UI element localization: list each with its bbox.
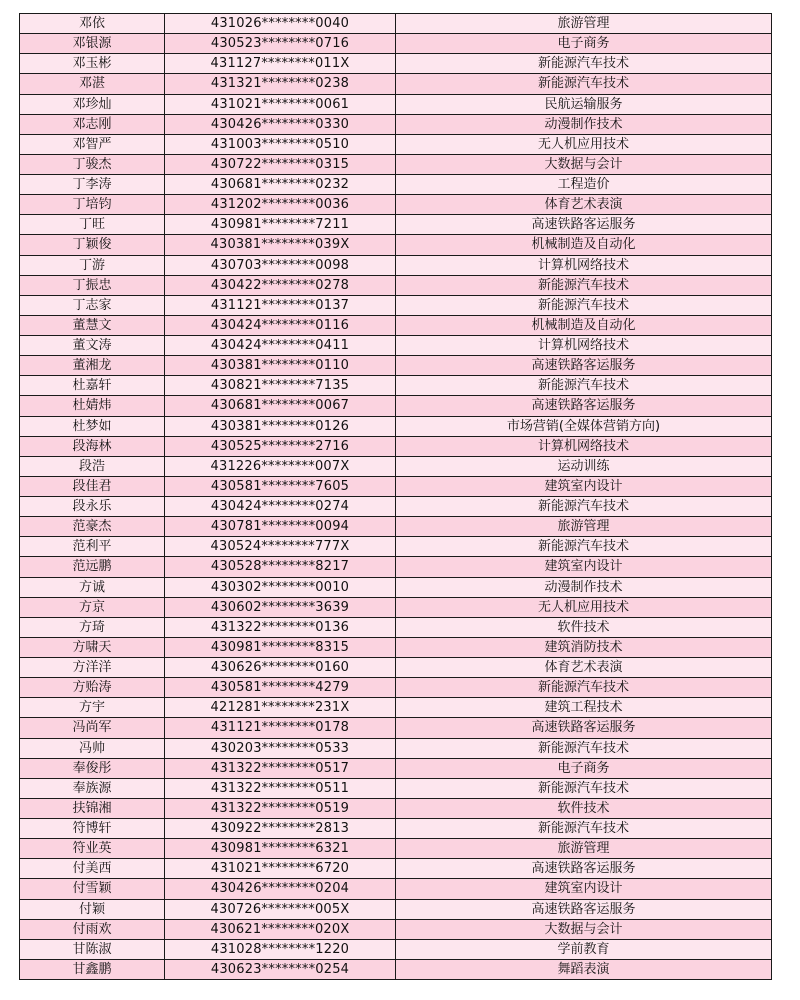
major-cell: 新能源汽车技术 bbox=[396, 74, 772, 94]
id-number-cell: 430524********777X bbox=[165, 537, 396, 557]
student-name-cell: 邓智严 bbox=[20, 134, 165, 154]
major-cell: 新能源汽车技术 bbox=[396, 497, 772, 517]
table-row bbox=[20, 456, 772, 476]
major-cell: 高速铁路客运服务 bbox=[396, 859, 772, 879]
id-number-cell: 430626********0160 bbox=[165, 658, 396, 678]
student-name-cell: 方啸天 bbox=[20, 637, 165, 657]
student-name-cell: 甘鑫鹏 bbox=[20, 959, 165, 979]
major-cell: 新能源汽车技术 bbox=[396, 376, 772, 396]
id-number-cell: 431322********0517 bbox=[165, 758, 396, 778]
major-cell: 计算机网络技术 bbox=[396, 255, 772, 275]
table-row bbox=[20, 74, 772, 94]
id-number-cell: 430821********7135 bbox=[165, 376, 396, 396]
table-row bbox=[20, 376, 772, 396]
major-cell: 高速铁路客运服务 bbox=[396, 356, 772, 376]
major-cell: 旅游管理 bbox=[396, 14, 772, 34]
major-cell: 运动训练 bbox=[396, 456, 772, 476]
major-cell: 无人机应用技术 bbox=[396, 134, 772, 154]
table-row bbox=[20, 215, 772, 235]
id-number-cell: 430525********2716 bbox=[165, 436, 396, 456]
table-row bbox=[20, 839, 772, 859]
student-name-cell: 付美西 bbox=[20, 859, 165, 879]
table-row bbox=[20, 637, 772, 657]
table-row bbox=[20, 698, 772, 718]
id-number-cell: 431026********0040 bbox=[165, 14, 396, 34]
table-row bbox=[20, 577, 772, 597]
table-row bbox=[20, 436, 772, 456]
student-name-cell: 范利平 bbox=[20, 537, 165, 557]
major-cell: 建筑室内设计 bbox=[396, 879, 772, 899]
id-number-cell: 431028********1220 bbox=[165, 939, 396, 959]
table-row bbox=[20, 798, 772, 818]
major-cell: 电子商务 bbox=[396, 758, 772, 778]
id-number-cell: 430981********8315 bbox=[165, 637, 396, 657]
table-row bbox=[20, 275, 772, 295]
id-number-cell: 430426********0204 bbox=[165, 879, 396, 899]
major-cell: 高速铁路客运服务 bbox=[396, 718, 772, 738]
major-cell: 软件技术 bbox=[396, 617, 772, 637]
table-row bbox=[20, 919, 772, 939]
major-cell: 体育艺术表演 bbox=[396, 658, 772, 678]
major-cell: 旅游管理 bbox=[396, 517, 772, 537]
id-number-cell: 431226********007X bbox=[165, 456, 396, 476]
table-row bbox=[20, 315, 772, 335]
id-number-cell: 430922********2813 bbox=[165, 819, 396, 839]
student-name-cell: 段永乐 bbox=[20, 497, 165, 517]
major-cell: 软件技术 bbox=[396, 798, 772, 818]
table-row bbox=[20, 396, 772, 416]
major-cell: 新能源汽车技术 bbox=[396, 295, 772, 315]
table-row bbox=[20, 14, 772, 34]
id-number-cell: 430302********0010 bbox=[165, 577, 396, 597]
table-row bbox=[20, 537, 772, 557]
id-number-cell: 430726********005X bbox=[165, 899, 396, 919]
id-number-cell: 430381********0126 bbox=[165, 416, 396, 436]
table-row bbox=[20, 718, 772, 738]
student-name-cell: 邓珍灿 bbox=[20, 94, 165, 114]
student-roster-table bbox=[19, 13, 772, 980]
major-cell: 电子商务 bbox=[396, 34, 772, 54]
table-row bbox=[20, 497, 772, 517]
table-row bbox=[20, 195, 772, 215]
table-row bbox=[20, 517, 772, 537]
id-number-cell: 431322********0511 bbox=[165, 778, 396, 798]
table-row bbox=[20, 255, 772, 275]
table-row bbox=[20, 94, 772, 114]
table-row bbox=[20, 154, 772, 174]
major-cell: 大数据与会计 bbox=[396, 154, 772, 174]
major-cell: 旅游管理 bbox=[396, 839, 772, 859]
id-number-cell: 431021********0061 bbox=[165, 94, 396, 114]
major-cell: 学前教育 bbox=[396, 939, 772, 959]
student-name-cell: 丁旺 bbox=[20, 215, 165, 235]
major-cell: 新能源汽车技术 bbox=[396, 778, 772, 798]
student-name-cell: 符业英 bbox=[20, 839, 165, 859]
id-number-cell: 430581********7605 bbox=[165, 476, 396, 496]
major-cell: 高速铁路客运服务 bbox=[396, 899, 772, 919]
id-number-cell: 430681********0232 bbox=[165, 175, 396, 195]
student-name-cell: 丁骏杰 bbox=[20, 154, 165, 174]
table-row bbox=[20, 758, 772, 778]
id-number-cell: 431321********0238 bbox=[165, 74, 396, 94]
table-row bbox=[20, 134, 772, 154]
id-number-cell: 431322********0136 bbox=[165, 617, 396, 637]
table-row bbox=[20, 778, 772, 798]
major-cell: 机械制造及自动化 bbox=[396, 315, 772, 335]
table-row bbox=[20, 597, 772, 617]
id-number-cell: 430203********0533 bbox=[165, 738, 396, 758]
id-number-cell: 430623********0254 bbox=[165, 959, 396, 979]
id-number-cell: 430781********0094 bbox=[165, 517, 396, 537]
id-number-cell: 430426********0330 bbox=[165, 114, 396, 134]
table-row bbox=[20, 859, 772, 879]
table-row bbox=[20, 738, 772, 758]
student-name-cell: 董湘龙 bbox=[20, 356, 165, 376]
table-row bbox=[20, 658, 772, 678]
table-row bbox=[20, 879, 772, 899]
id-number-cell: 430602********3639 bbox=[165, 597, 396, 617]
id-number-cell: 430422********0278 bbox=[165, 275, 396, 295]
major-cell: 大数据与会计 bbox=[396, 919, 772, 939]
student-name-cell: 方诚 bbox=[20, 577, 165, 597]
student-name-cell: 段佳君 bbox=[20, 476, 165, 496]
student-name-cell: 冯尚军 bbox=[20, 718, 165, 738]
table-row bbox=[20, 34, 772, 54]
major-cell: 民航运输服务 bbox=[396, 94, 772, 114]
id-number-cell: 431121********0137 bbox=[165, 295, 396, 315]
major-cell: 新能源汽车技术 bbox=[396, 738, 772, 758]
id-number-cell: 430981********6321 bbox=[165, 839, 396, 859]
id-number-cell: 430703********0098 bbox=[165, 255, 396, 275]
id-number-cell: 430621********020X bbox=[165, 919, 396, 939]
student-name-cell: 方琦 bbox=[20, 617, 165, 637]
student-name-cell: 付雨欢 bbox=[20, 919, 165, 939]
major-cell: 新能源汽车技术 bbox=[396, 537, 772, 557]
id-number-cell: 431322********0519 bbox=[165, 798, 396, 818]
student-name-cell: 邓依 bbox=[20, 14, 165, 34]
table-row bbox=[20, 416, 772, 436]
table-row bbox=[20, 557, 772, 577]
student-name-cell: 丁游 bbox=[20, 255, 165, 275]
major-cell: 新能源汽车技术 bbox=[396, 54, 772, 74]
id-number-cell: 430381********0110 bbox=[165, 356, 396, 376]
student-name-cell: 段海林 bbox=[20, 436, 165, 456]
student-name-cell: 奉族源 bbox=[20, 778, 165, 798]
id-number-cell: 430424********0116 bbox=[165, 315, 396, 335]
table-row bbox=[20, 476, 772, 496]
major-cell: 建筑工程技术 bbox=[396, 698, 772, 718]
student-name-cell: 段浩 bbox=[20, 456, 165, 476]
table-row bbox=[20, 678, 772, 698]
id-number-cell: 431202********0036 bbox=[165, 195, 396, 215]
student-name-cell: 方贻涛 bbox=[20, 678, 165, 698]
major-cell: 建筑消防技术 bbox=[396, 637, 772, 657]
student-name-cell: 付雪颖 bbox=[20, 879, 165, 899]
table-row bbox=[20, 336, 772, 356]
major-cell: 动漫制作技术 bbox=[396, 577, 772, 597]
major-cell: 动漫制作技术 bbox=[396, 114, 772, 134]
id-number-cell: 430681********0067 bbox=[165, 396, 396, 416]
student-name-cell: 付颖 bbox=[20, 899, 165, 919]
major-cell: 新能源汽车技术 bbox=[396, 678, 772, 698]
student-name-cell: 丁李涛 bbox=[20, 175, 165, 195]
student-name-cell: 董慧文 bbox=[20, 315, 165, 335]
student-name-cell: 丁振忠 bbox=[20, 275, 165, 295]
table-row bbox=[20, 899, 772, 919]
major-cell: 工程造价 bbox=[396, 175, 772, 195]
table-row bbox=[20, 356, 772, 376]
student-name-cell: 冯帅 bbox=[20, 738, 165, 758]
student-name-cell: 方宇 bbox=[20, 698, 165, 718]
id-number-cell: 431127********011X bbox=[165, 54, 396, 74]
major-cell: 计算机网络技术 bbox=[396, 436, 772, 456]
table-row bbox=[20, 617, 772, 637]
major-cell: 新能源汽车技术 bbox=[396, 275, 772, 295]
student-name-cell: 杜嘉轩 bbox=[20, 376, 165, 396]
table-row bbox=[20, 819, 772, 839]
major-cell: 舞蹈表演 bbox=[396, 959, 772, 979]
student-name-cell: 奉俊彤 bbox=[20, 758, 165, 778]
student-name-cell: 杜婧炜 bbox=[20, 396, 165, 416]
id-number-cell: 430722********0315 bbox=[165, 154, 396, 174]
major-cell: 计算机网络技术 bbox=[396, 336, 772, 356]
table-row bbox=[20, 114, 772, 134]
student-name-cell: 扶锦湘 bbox=[20, 798, 165, 818]
table-row bbox=[20, 235, 772, 255]
student-name-cell: 邓志刚 bbox=[20, 114, 165, 134]
id-number-cell: 431003********0510 bbox=[165, 134, 396, 154]
major-cell: 机械制造及自动化 bbox=[396, 235, 772, 255]
major-cell: 无人机应用技术 bbox=[396, 597, 772, 617]
table-row bbox=[20, 175, 772, 195]
student-name-cell: 杜梦如 bbox=[20, 416, 165, 436]
major-cell: 建筑室内设计 bbox=[396, 476, 772, 496]
student-name-cell: 丁颖俊 bbox=[20, 235, 165, 255]
major-cell: 市场营销(全媒体营销方向) bbox=[396, 416, 772, 436]
student-name-cell: 符博轩 bbox=[20, 819, 165, 839]
id-number-cell: 430981********7211 bbox=[165, 215, 396, 235]
major-cell: 高速铁路客运服务 bbox=[396, 396, 772, 416]
id-number-cell: 430381********039X bbox=[165, 235, 396, 255]
major-cell: 高速铁路客运服务 bbox=[396, 215, 772, 235]
student-name-cell: 范豪杰 bbox=[20, 517, 165, 537]
id-number-cell: 430581********4279 bbox=[165, 678, 396, 698]
student-name-cell: 董文涛 bbox=[20, 336, 165, 356]
table-row bbox=[20, 959, 772, 979]
roster-body bbox=[20, 14, 772, 980]
id-number-cell: 421281********231X bbox=[165, 698, 396, 718]
table-row bbox=[20, 939, 772, 959]
student-name-cell: 邓银源 bbox=[20, 34, 165, 54]
table-row bbox=[20, 54, 772, 74]
id-number-cell: 431021********6720 bbox=[165, 859, 396, 879]
major-cell: 新能源汽车技术 bbox=[396, 819, 772, 839]
student-name-cell: 范远鹏 bbox=[20, 557, 165, 577]
id-number-cell: 430424********0274 bbox=[165, 497, 396, 517]
student-name-cell: 方京 bbox=[20, 597, 165, 617]
id-number-cell: 430523********0716 bbox=[165, 34, 396, 54]
id-number-cell: 431121********0178 bbox=[165, 718, 396, 738]
major-cell: 建筑室内设计 bbox=[396, 557, 772, 577]
id-number-cell: 430424********0411 bbox=[165, 336, 396, 356]
table-row bbox=[20, 295, 772, 315]
id-number-cell: 430528********8217 bbox=[165, 557, 396, 577]
student-name-cell: 丁培钧 bbox=[20, 195, 165, 215]
student-name-cell: 邓湛 bbox=[20, 74, 165, 94]
student-name-cell: 邓玉彬 bbox=[20, 54, 165, 74]
student-name-cell: 甘陈淑 bbox=[20, 939, 165, 959]
student-name-cell: 丁志家 bbox=[20, 295, 165, 315]
student-name-cell: 方洋洋 bbox=[20, 658, 165, 678]
major-cell: 体育艺术表演 bbox=[396, 195, 772, 215]
